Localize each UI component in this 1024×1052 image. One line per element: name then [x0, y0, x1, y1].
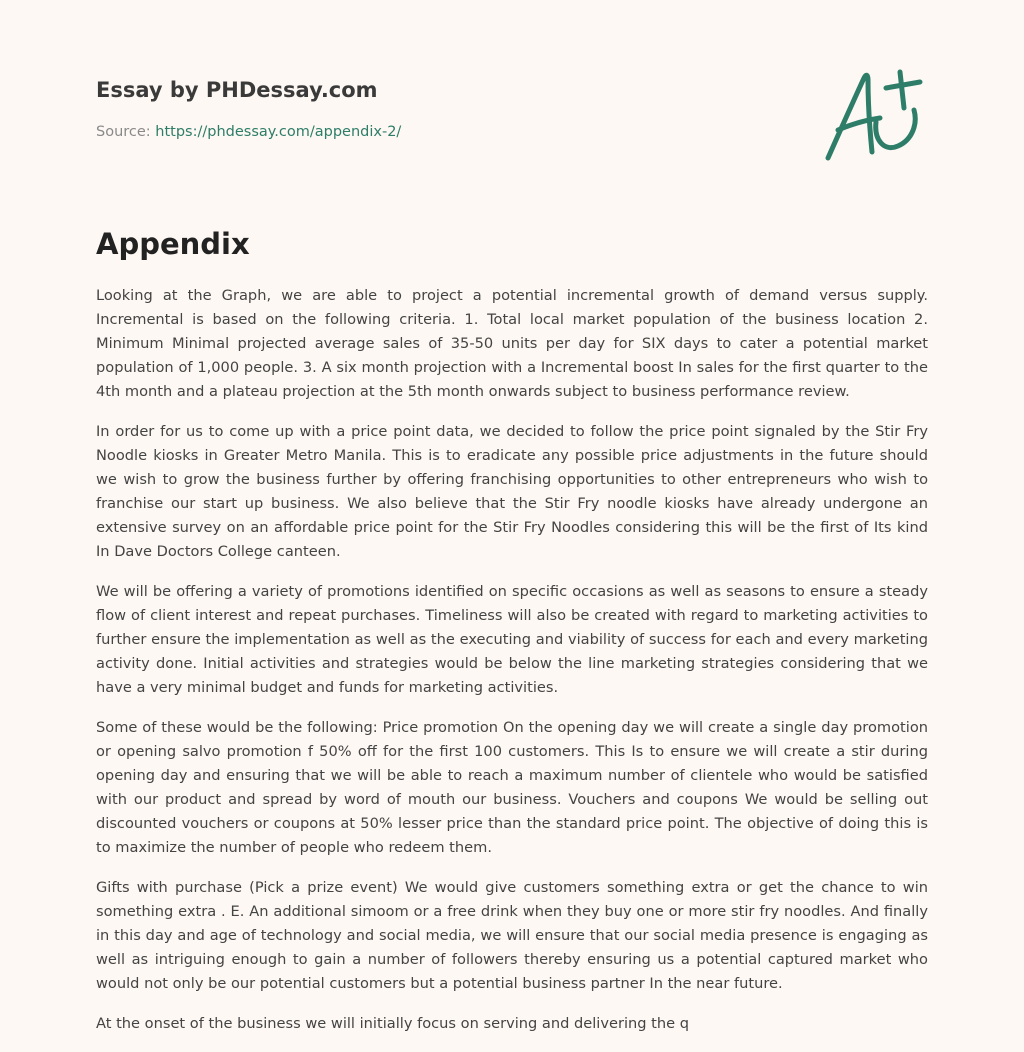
source-line — [96, 122, 796, 142]
paragraph: Looking at the Graph, we are able to project a potential incremental growth of demand versus supply. Incremental is based on the following criteria. 1. Total local market population of the business location 2. Minimum Minimal projected average sales of 35-50 units per day for SIX days to cater a potential market population of 1,000 people. 3. A six month projection with a Incremental boost In sales for the first quarter to the 4th month and a plateau projection at the 5th month onwards subject to business performance review. — [96, 287, 928, 400]
source-link[interactable]: https://phdessay.com/appendix-2/ — [155, 124, 402, 140]
source-label: Source: — [96, 124, 156, 140]
paragraph: Some of these would be the following: Price promotion On the opening day we will create a single day promotion or opening salvo promotion f 50% off for the first 100 customers. This Is to ensure we will create a stir during opening day and ensuring that we will be able to reach a maximum number of clientele who would be satisfied with our product and spread by word of mouth our business. Vouchers and coupons We would be selling out discounted vouchers or coupons at 50% lesser price than the standard price point. The objective of doing this is to maximize the number of people who redeem them. — [96, 719, 928, 856]
paragraph: We will be offering a variety of promotions identified on specific occasions as well as seasons to ensure a steady flow of client interest and repeat purchases. Timeliness will also be created with regard to marketing activities to further ensure the implementation as well as the executing and viability of success for each and every marketing activity done. Initial activities and strategies would be below the line marketing strategies considering that we have a very minimal budget and funds for marketing activities. — [96, 583, 928, 696]
paragraph: In order for us to come up with a price point data, we decided to follow the price point signaled by the Stir Fry Noodle kiosks in Greater Metro Manila. This is to eradicate any possible price adjustments in the future should we wish to grow the business further by offering franchising opportunities to other entrepreneurs who wish to franchise our start up business. We also believe that the Stir Fry noodle kiosks have already undergone an extensive survey on an affordable price point for the Stir Fry Noodles considering this will be the first of Its kind In Dave Doctors College canteen. — [96, 423, 928, 560]
article-title: Appendix — [96, 227, 250, 261]
paragraph: Gifts with purchase (Pick a prize event) We would give customers something extra or get the chance to win something extra . E. An additional simoom or a free drink when they buy one or more stir fry noodles. And finally in this day and age of technology and social media, we will ensure that our social media presence is engaging as well as intriguing enough to gain a number of followers thereby ensuring us a potential captured market who would not only be our potential customers but a potential business partner In the near future. — [96, 879, 928, 992]
page-header — [96, 74, 796, 142]
article-body — [96, 284, 928, 1052]
a-plus-grade-icon — [820, 66, 928, 166]
paragraph: At the onset of the business we will initially focus on serving and delivering the q — [96, 1015, 690, 1032]
site-brand: Essay by PHDessay.com — [96, 78, 378, 102]
